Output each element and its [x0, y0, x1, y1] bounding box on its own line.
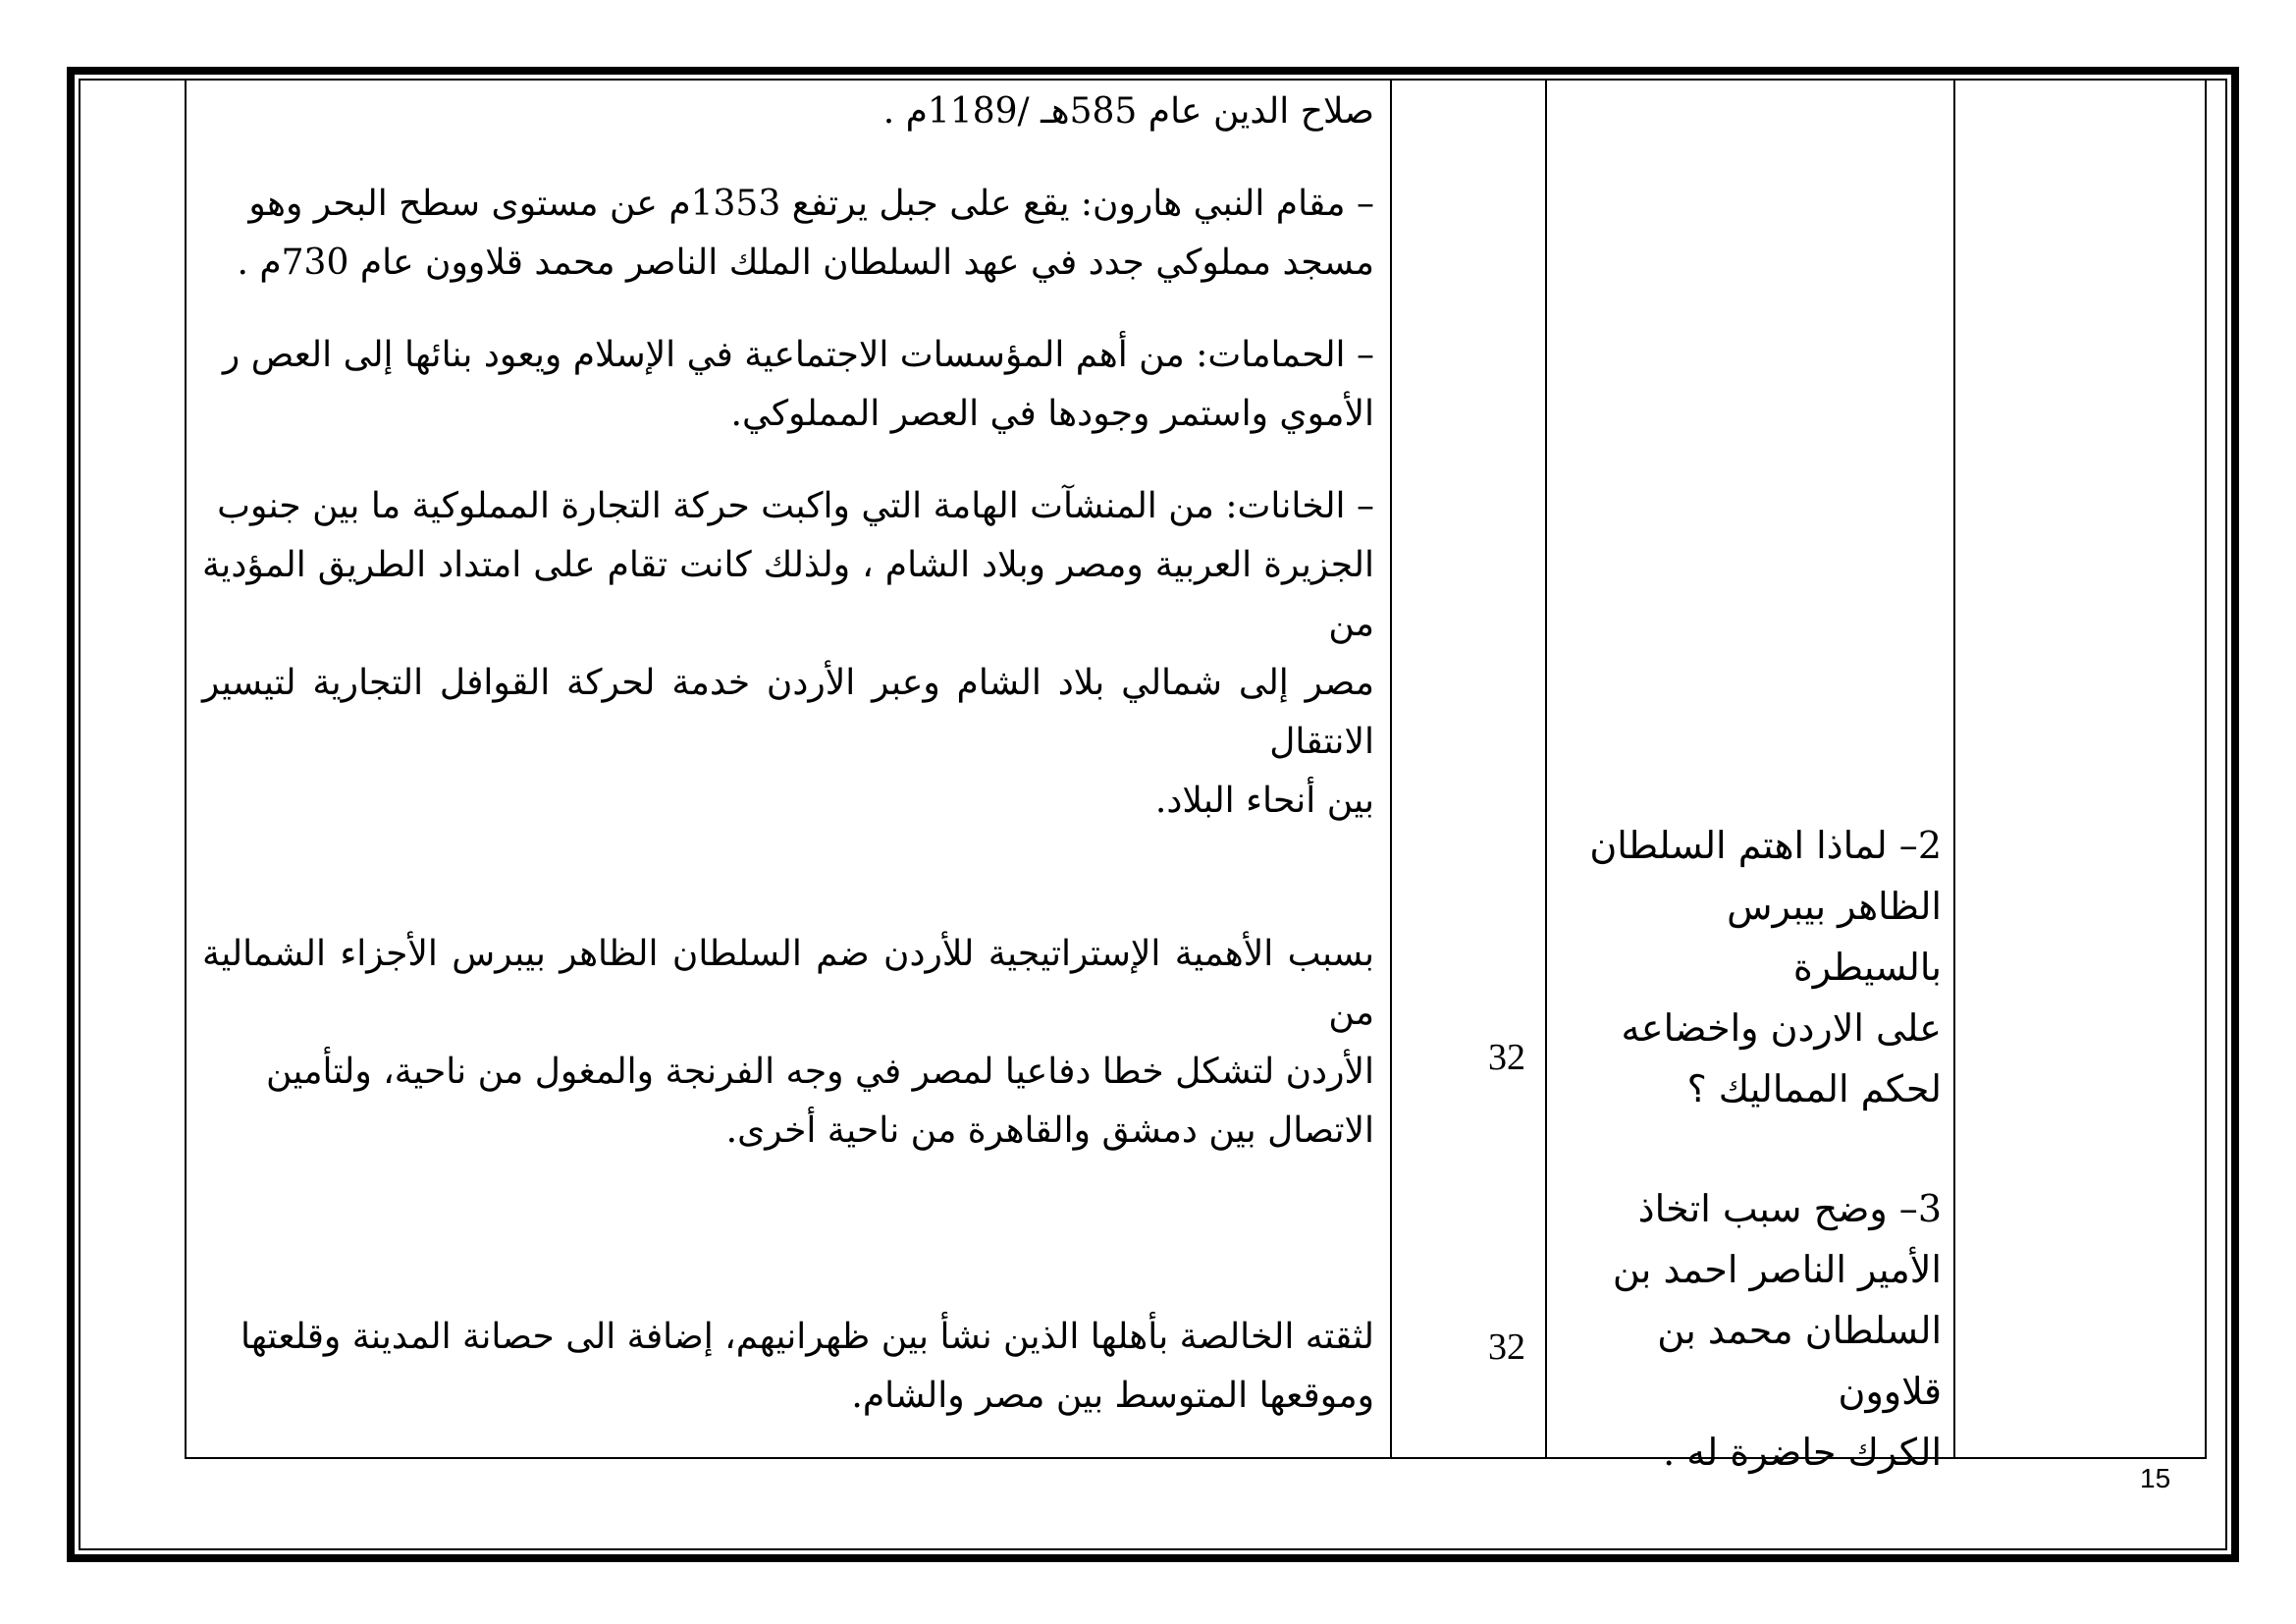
answer-block-4 — [202, 477, 1374, 831]
column-divider-page — [1545, 79, 1547, 1457]
question-line: لحكم المماليك ؟ — [1686, 1067, 1942, 1110]
answer-line: وموقعها المتوسط بين مصر والشام. — [851, 1376, 1374, 1416]
answer-block-6 — [202, 1308, 1374, 1426]
answer-block-2 — [202, 175, 1374, 293]
question-2 — [1580, 815, 1942, 1119]
answer-line: بسبب الأهمية الإستراتيجية للأردن ضم السلطان الظاهر بيبرس الأجزاء الشمالية من — [202, 934, 1374, 1033]
question-3 — [1580, 1178, 1942, 1483]
answer-line: بين أنحاء البلاد. — [1154, 781, 1374, 821]
answer-line: لثقته الخالصة بأهلها الذين نشأ بين ظهرانيهم، إضافة الى حصانة المدينة وقلعتها — [240, 1317, 1374, 1357]
question-line: على الاردن واخضاعه — [1621, 1006, 1942, 1050]
page-ref-q2: 32 — [1488, 1037, 1525, 1078]
table-left-border — [185, 79, 187, 1457]
answer-line: الأموي واستمر وجودها في العصر المملوكي. — [730, 394, 1374, 434]
answer-line: – الخانات: من المنشآت الهامة التي واكبت حركة التجارة المملوكية ما بين جنوب — [217, 486, 1374, 526]
page-number: 15 — [2140, 1463, 2171, 1493]
answer-line: صلاح الدين عام 585هـ /1189م . — [882, 91, 1374, 132]
question-line: السلطان محمد بن قلاوون — [1657, 1309, 1942, 1413]
answer-line: الاتصال بين دمشق والقاهرة من ناحية أخرى. — [725, 1110, 1374, 1151]
answer-block-5 — [202, 925, 1374, 1161]
answers-column — [202, 82, 1374, 1426]
question-line: الكرك حاضرة له . — [1663, 1431, 1942, 1474]
answer-line: – الحمامات: من أهم المؤسسات الاجتماعية في الإسلام ويعود بنائها إلى العص ر — [222, 335, 1374, 375]
column-divider-answers — [1390, 79, 1392, 1457]
column-divider-questions — [1953, 79, 1955, 1457]
answer-block-1 — [202, 82, 1374, 141]
answer-line: الجزيرة العربية ومصر وبلاد الشام ، ولذلك كانت تقام على امتداد الطريق المؤدية من — [202, 545, 1374, 644]
question-line: 3– وضح سبب اتخاذ — [1637, 1187, 1942, 1230]
page-ref-q3: 32 — [1488, 1326, 1525, 1368]
answer-line: مصر إلى شمالي بلاد الشام وعبر الأردن خدمة لحركة القوافل التجارية لتيسير الانتقال — [202, 663, 1374, 762]
answer-block-3 — [202, 326, 1374, 444]
question-line: 2– لماذا اهتم السلطان — [1589, 824, 1942, 867]
answer-line: مسجد مملوكي جدد في عهد السلطان الملك الناصر محمد قلاوون عام 730م . — [237, 243, 1374, 283]
answer-line: – مقام النبي هارون: يقع على جبل يرتفع 1353م عن مستوى سطح البحر وهو — [248, 184, 1374, 224]
table-right-border — [2205, 79, 2207, 1457]
answer-line: الأردن لتشكل خطا دفاعيا لمصر في وجه الفرنجة والمغول من ناحية، ولتأمين — [266, 1052, 1374, 1092]
question-line: الظاهر بيبرس بالسيطرة — [1727, 885, 1942, 989]
question-line: الأمير الناصر احمد بن — [1612, 1248, 1942, 1291]
